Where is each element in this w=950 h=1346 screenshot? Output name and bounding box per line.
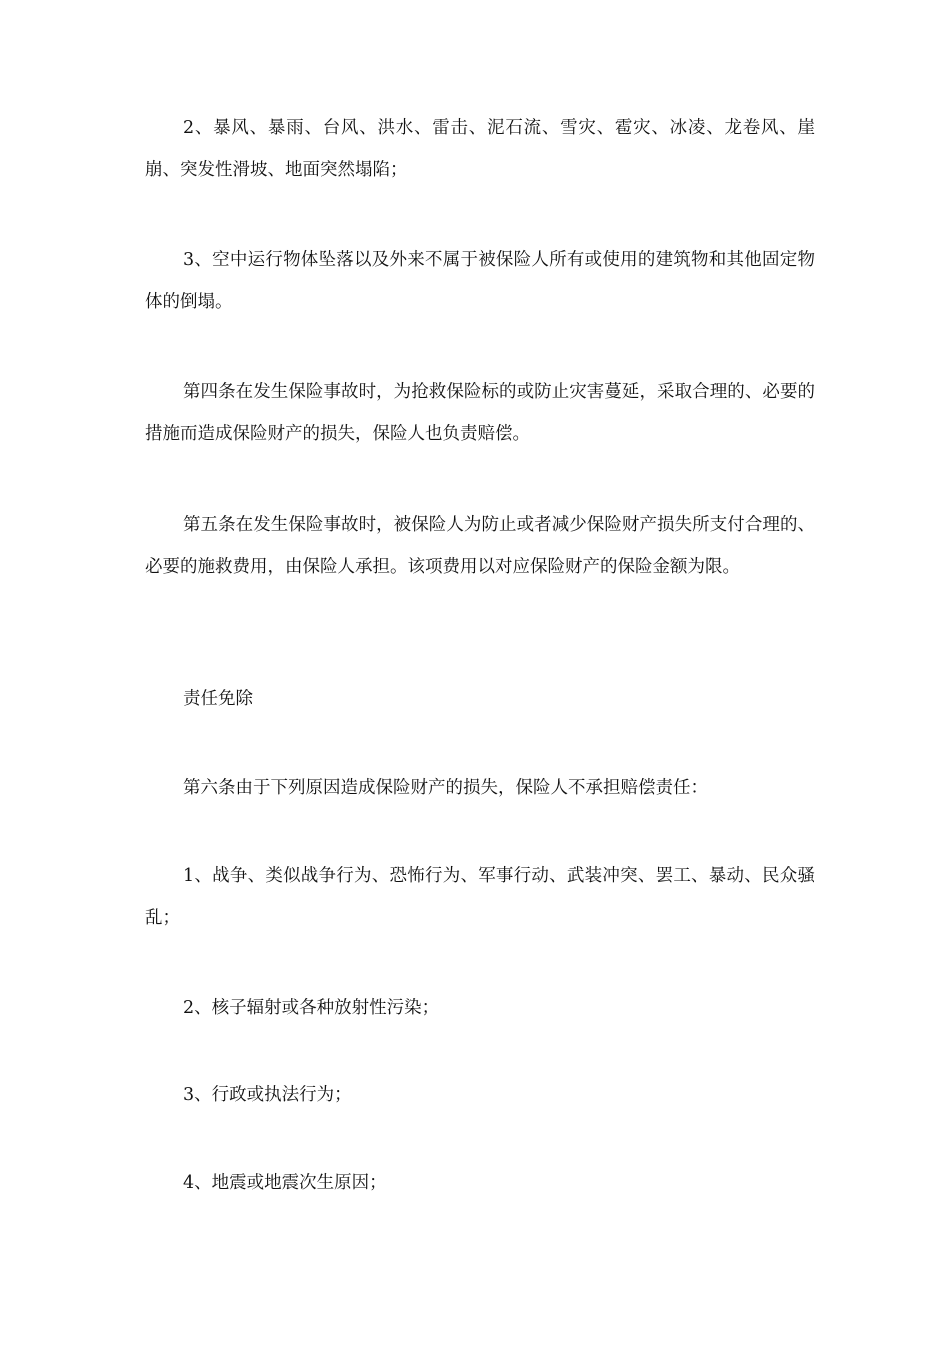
clause-3-falling-objects: 3、空中运行物体坠落以及外来不属于被保险人所有或使用的建筑物和其他固定物体的倒塌。 — [145, 250, 815, 312]
article-4-paragraph: 第四条在发生保险事故时，为抢救保险标的或防止灾害蔓延，采取合理的、必要的措施而造成保险财产的损失，保险人也负责赔偿。 — [145, 382, 815, 444]
exclusion-item-2: 2、核子辐射或各种放射性污染； — [183, 998, 440, 1018]
article-6-paragraph: 第六条由于下列原因造成保险财产的损失，保险人不承担赔偿责任： — [183, 778, 708, 798]
clause-2-natural-disasters: 2、暴风、暴雨、台风、洪水、雷击、泥石流、雪灾、雹灾、冰凌、龙卷风、崖崩、突发性滑坡、地面突然塌陷； — [145, 118, 815, 180]
exclusion-item-3: 3、行政或执法行为； — [183, 1085, 352, 1105]
exclusion-item-1: 1、战争、类似战争行为、恐怖行为、军事行动、武装冲突、罢工、暴动、民众骚乱； — [145, 866, 815, 928]
section-heading-exclusions: 责任免除 — [183, 689, 253, 709]
article-5-paragraph: 第五条在发生保险事故时，被保险人为防止或者减少保险财产损失所支付合理的、必要的施救费用，由保险人承担。该项费用以对应保险财产的保险金额为限。 — [145, 515, 815, 577]
exclusion-item-4: 4、地震或地震次生原因； — [183, 1173, 387, 1193]
